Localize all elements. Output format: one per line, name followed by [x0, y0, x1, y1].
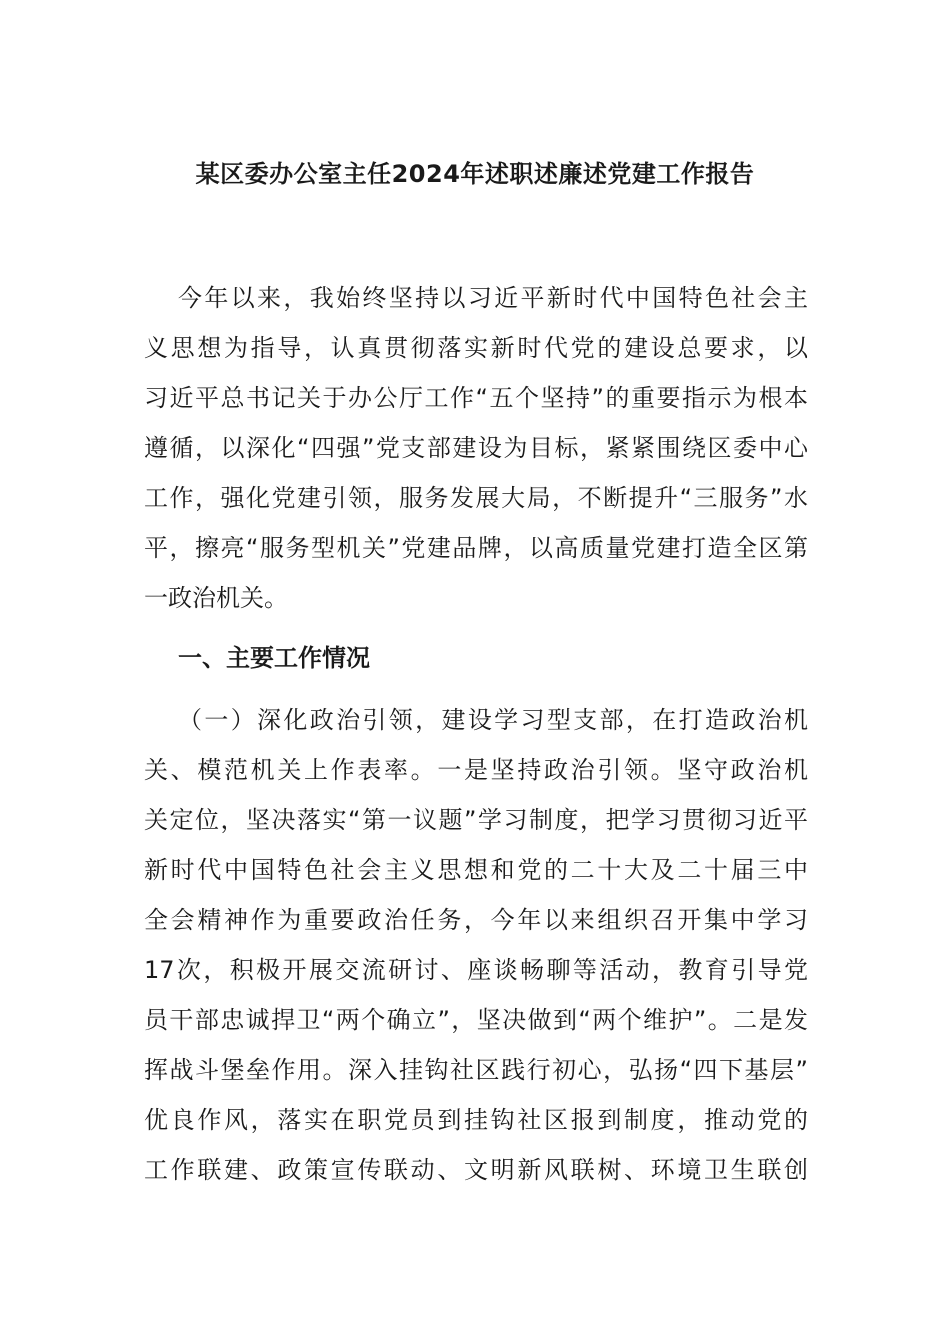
intro-line-6: 平，擦亮“服务型机关”党建品牌，以高质量党建打造全区第 [144, 534, 808, 562]
section-line-4: 新时代中国特色社会主义思想和党的二十大及二十届三中 [144, 856, 808, 884]
section-line-2: 关、模范机关上作表率。一是坚持政治引领。坚守政治机 [144, 756, 808, 784]
section-line-5: 全会精神作为重要政治任务，今年以来组织召开集中学习 [144, 906, 808, 934]
section-heading: 一、主要工作情况 [178, 644, 370, 672]
document-title: 某区委办公室主任2024年述职述廉述党建工作报告 [195, 160, 755, 188]
section-line-3: 关定位，坚决落实“第一议题”学习制度，把学习贯彻习近平 [144, 806, 808, 834]
intro-line-5: 工作，强化党建引领，服务发展大局，不断提升“三服务”水 [144, 484, 808, 512]
section-line-9: 优良作风，落实在职党员到挂钩社区报到制度，推动党的 [144, 1106, 808, 1134]
intro-line-1: 今年以来，我始终坚持以习近平新时代中国特色社会主 [178, 284, 808, 312]
intro-line-7: 一政治机关。 [144, 584, 288, 612]
intro-line-2: 义思想为指导，认真贯彻落实新时代党的建设总要求，以 [144, 334, 808, 362]
intro-line-3: 习近平总书记关于办公厅工作“五个坚持”的重要指示为根本 [144, 384, 808, 412]
section-line-6: 17次，积极开展交流研讨、座谈畅聊等活动，教育引导党 [144, 956, 808, 984]
section-line-7: 员干部忠诚捍卫“两个确立”，坚决做到“两个维护”。二是发 [144, 1006, 808, 1034]
section-line-8: 挥战斗堡垒作用。深入挂钩社区践行初心，弘扬“四下基层” [144, 1056, 808, 1084]
intro-line-4: 遵循，以深化“四强”党支部建设为目标，紧紧围绕区委中心 [144, 434, 808, 462]
section-line-1: （一）深化政治引领，建设学习型支部，在打造政治机 [178, 706, 808, 734]
section-line-10: 工作联建、政策宣传联动、文明新风联树、环境卫生联创 [144, 1156, 808, 1184]
